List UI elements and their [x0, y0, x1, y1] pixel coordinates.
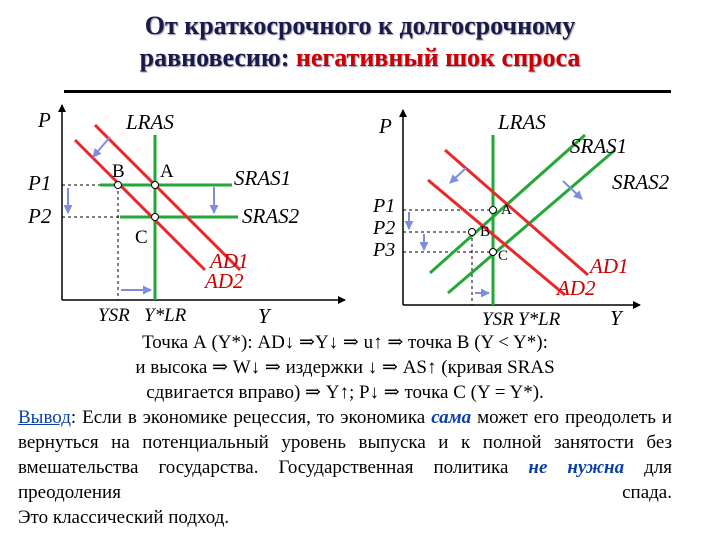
left-ad2-line — [75, 140, 205, 270]
right-p3-label: P3 — [373, 239, 396, 261]
right-sras-shift-arrow — [563, 181, 582, 199]
left-point-a-label: A — [160, 161, 174, 182]
right-sras2-label: SRAS2 — [612, 170, 670, 194]
title-line-2 — [0, 42, 720, 74]
right-lras-label: LRAS — [498, 110, 546, 134]
left-point-c — [152, 214, 159, 221]
left-point-b — [115, 182, 122, 189]
explanation-line-3: сдвигается вправо) ⇒ Y↑; P↓ ⇒ точка С (Y = Y*). — [146, 382, 544, 403]
diagrams — [0, 95, 720, 330]
right-point-b-label: B — [480, 224, 491, 240]
right-ad-shift-arrow — [450, 168, 466, 183]
explanation-line-2: и высока ⇒ W↓ ⇒ издержки ↓ ⇒ AS↑ (кривая SRAS — [135, 357, 555, 378]
left-ysr-label: YSR — [98, 305, 130, 326]
left-ad2-label: AD2 — [205, 269, 244, 293]
conclusion-paragraph — [18, 405, 672, 505]
left-sras2-label: SRAS2 — [242, 204, 300, 228]
left-sras1-label: SRAS1 — [234, 166, 292, 190]
right-sras1-label: SRAS1 — [570, 134, 628, 158]
left-point-b-label: B — [112, 161, 125, 182]
right-ysr-label: YSR — [482, 309, 514, 330]
left-diagram — [27, 105, 345, 328]
right-ystar-label: Y*LR — [518, 309, 561, 330]
conclusion-last-line: Это классический подход. — [18, 507, 230, 528]
title-line-2-highlight: негативный шок спроса — [295, 43, 581, 72]
left-ad1-label: AD1 — [210, 249, 249, 273]
right-point-a-label: A — [501, 202, 512, 218]
left-y-axis-label: P — [38, 108, 51, 132]
left-lras-label: LRAS — [126, 110, 174, 134]
left-ystar-label: Y*LR — [144, 305, 187, 326]
conclusion-emphasis-sama: сама — [431, 407, 472, 428]
conclusion-part-2: может его преодолеть и вернуться на потенциальный уровень выпуска и к полной занятости без вмешательства государства. Государственная политика — [18, 407, 673, 478]
right-point-b — [469, 229, 476, 236]
right-ad1-label: AD1 — [590, 254, 629, 278]
right-diagram — [372, 110, 670, 330]
right-y-axis-label: P — [379, 114, 392, 138]
title-underline — [64, 90, 671, 93]
conclusion-emphasis-not-needed: не нужна — [528, 457, 625, 478]
explanation-line-1: Точка А (Y*): AD↓ ⇒Y↓ ⇒ u↑ ⇒ точка В (Y < Y*): — [142, 332, 548, 353]
title-line-1: От краткосрочного к долгосрочному — [144, 11, 576, 40]
left-x-axis-label: Y — [258, 304, 270, 328]
explanation-text — [18, 330, 672, 530]
conclusion-label: Вывод — [18, 407, 71, 428]
right-x-axis-label: Y — [610, 306, 622, 330]
right-point-c — [490, 249, 497, 256]
left-ad-shift-arrow — [93, 137, 110, 157]
right-point-a — [490, 207, 497, 214]
left-point-a — [152, 182, 159, 189]
right-p1-label: P1 — [373, 195, 396, 217]
left-p2-label: P2 — [28, 204, 52, 228]
right-p2-label: P2 — [373, 217, 396, 239]
conclusion-part-3: для преодоления спада. — [18, 457, 673, 503]
title-line-2-start: равновесию: — [139, 43, 296, 72]
right-point-c-label: C — [498, 248, 509, 264]
left-point-c-label: C — [135, 227, 148, 248]
slide-title — [0, 10, 720, 74]
right-ad2-label: AD2 — [557, 276, 596, 300]
left-p1-label: P1 — [28, 171, 52, 195]
conclusion-part-1: : Если в экономике рецессия, то экономика — [70, 407, 432, 428]
